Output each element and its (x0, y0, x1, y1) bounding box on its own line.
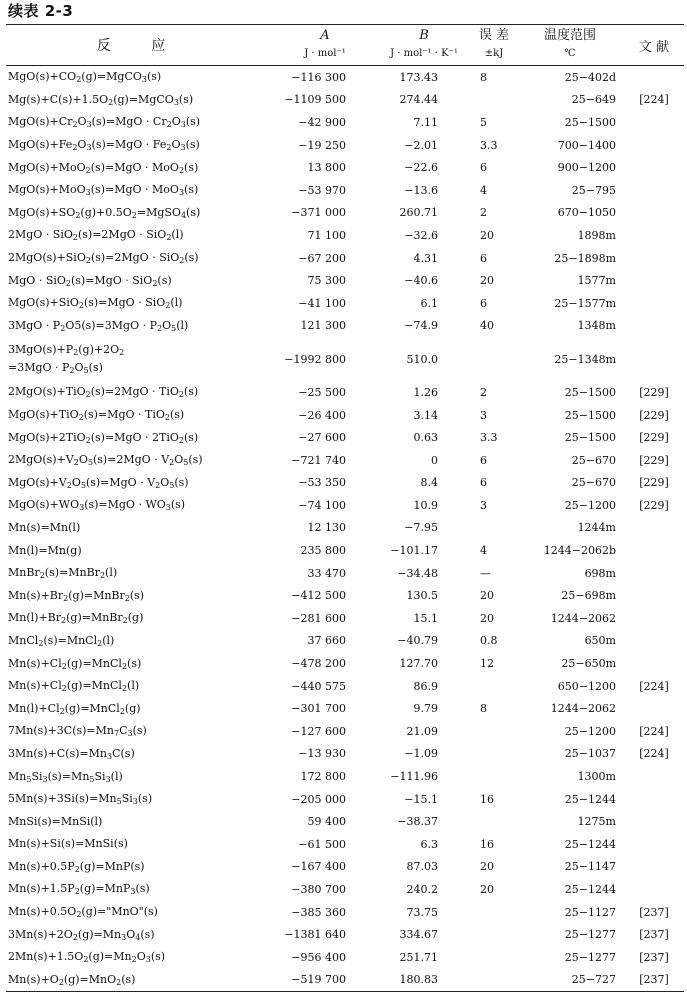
error-cell: 3.3 (480, 431, 498, 445)
b-value-cell: 6.3 (420, 837, 438, 851)
temp-range-cell: 25−1147 (564, 860, 616, 874)
b-value-cell: −2.01 (404, 138, 438, 152)
reaction-cell: $MgO(s)+SO_2(g)+0.5O_2=MgSO_4(s)$ (8, 205, 201, 220)
table-row (6, 697, 684, 720)
table-row (6, 539, 684, 562)
reference-cell: [224] (639, 747, 669, 761)
table-row (6, 472, 684, 495)
table-caption: 续表 2-3 (8, 2, 74, 20)
error-cell: 40 (480, 319, 494, 333)
reference-cell (624, 652, 684, 675)
reference-cell (624, 315, 684, 338)
a-value-cell: −205 000 (291, 792, 346, 806)
reference-cell (624, 202, 684, 225)
temp-range-cell: 900−1200 (557, 161, 616, 175)
temp-range-cell: 25−1244 (564, 882, 616, 896)
temp-range-cell: 25−1200 (564, 724, 616, 738)
temp-range-cell: 25−1277 (564, 928, 616, 942)
error-cell: 8 (480, 702, 487, 716)
reaction-cell: MgO(s)+2TiO$_2$(s)=MgO · 2TiO$_2$(s) (8, 430, 199, 445)
a-value-cell: 235 800 (300, 544, 346, 558)
reaction-cell: $7Mn(s)+3C(s)=Mn_7C_3(s)$ (8, 724, 147, 739)
header-temp-range: 温度范围 ℃ (516, 25, 624, 66)
reaction-cell: MgO(s)+SiO$_2$(s)=MgO · SiO$_2$(l) (8, 296, 183, 311)
reaction-cell: $Mn(l)+Br_2(g)=MnBr_2(g)$ (8, 611, 144, 626)
table-row (6, 946, 684, 969)
reaction-cell: $Mn(s)+0.5P_2(g)=MnP(s)$ (8, 859, 145, 874)
table-row (6, 720, 684, 743)
a-value-cell: −74 100 (298, 498, 346, 512)
reference-cell: [224] (639, 93, 669, 107)
reference-cell (624, 562, 684, 585)
reaction-cell: Mn(s)+Si(s)=MnSi(s) (8, 837, 128, 851)
temp-range-cell: 25−1348m (554, 352, 616, 366)
reaction-cell: MgO · SiO$_2$(s)=MgO · SiO$_2$(s) (8, 273, 172, 288)
b-value-cell: 510.0 (406, 352, 438, 366)
a-value-cell: −1381 640 (284, 928, 346, 942)
b-value-cell: −111.96 (390, 770, 438, 784)
reaction-cell: 2MgO(s)+TiO$_2$(s)=2MgO · TiO$_2$(s) (8, 385, 199, 400)
error-cell: 2 (480, 385, 487, 399)
reaction-cell: MgO(s)+TiO$_2$(s)=MgO · TiO$_2$(s) (8, 408, 185, 423)
temp-range-cell: 1300m (577, 770, 616, 784)
reference-cell (624, 179, 684, 202)
reference-cell (624, 134, 684, 157)
temp-range-cell: 25−1200 (564, 498, 616, 512)
a-value-cell: 12 130 (307, 521, 346, 535)
temp-range-cell: 670−1050 (557, 206, 616, 220)
temp-range-cell: 25−1500 (564, 431, 616, 445)
error-cell: 6 (480, 453, 487, 467)
a-value-cell: −478 200 (291, 657, 346, 671)
a-value-cell: −385 360 (291, 905, 346, 919)
b-value-cell: 334.67 (399, 928, 438, 942)
a-value-cell: 37 660 (307, 634, 346, 648)
reference-cell: [237] (624, 969, 684, 992)
table-row (6, 584, 684, 607)
table-row (6, 111, 684, 134)
a-value-cell: −42 900 (298, 115, 346, 129)
reference-cell (624, 292, 684, 315)
error-cell: 3.3 (480, 138, 498, 152)
temp-range-cell: 25−1500 (564, 115, 616, 129)
error-cell (472, 675, 516, 698)
reference-cell (624, 833, 684, 856)
reaction-cell: $Mn(s)+1.5P_2(g)=MnP_3(s)$ (8, 882, 150, 897)
b-value-cell: 86.9 (413, 679, 438, 693)
error-cell: 6 (480, 251, 487, 265)
temp-range-cell: 1577m (577, 274, 616, 288)
temp-range-cell: 698m (584, 566, 616, 580)
temp-range-cell: 1244−2062 (550, 611, 616, 625)
a-value-cell: −281 600 (291, 611, 346, 625)
table-row (6, 224, 684, 247)
b-value-cell: 260.71 (399, 206, 438, 220)
reaction-cell: 2MgO(s)+SiO$_2$(s)=2MgO · SiO$_2$(s) (8, 251, 199, 266)
table-row (6, 607, 684, 630)
b-value-cell: 8.4 (420, 476, 438, 490)
b-value-cell: 6.1 (420, 296, 438, 310)
table-row (6, 89, 684, 112)
reference-cell (624, 630, 684, 653)
error-cell: 20 (480, 589, 494, 603)
temp-range-cell: 1348m (577, 319, 616, 333)
table-row (6, 675, 684, 698)
reference-cell (624, 607, 684, 630)
reference-cell (624, 111, 684, 134)
reference-cell (624, 788, 684, 811)
table-row (6, 562, 684, 585)
reaction-cell: $3Mn(s)+2O_2(g)=Mn_3O_4(s)$ (8, 927, 155, 942)
error-cell (472, 810, 516, 833)
b-value-cell: −32.6 (404, 228, 438, 242)
a-value-cell: −440 575 (291, 679, 346, 693)
reference-cell: [224] (639, 679, 669, 693)
a-value-cell: 75 300 (307, 274, 346, 288)
reaction-cell: $Mn(s)+Cl_2(g)=MnCl_2(l)$ (8, 679, 140, 694)
temp-range-cell: 25−649 (571, 93, 616, 107)
b-value-cell: 251.71 (399, 950, 438, 964)
reference-cell: [229] (639, 453, 669, 467)
table-row (6, 381, 684, 404)
b-value-cell: 173.43 (399, 70, 438, 84)
error-cell (472, 969, 516, 992)
b-value-cell: 73.75 (406, 905, 438, 919)
header-reference: 文 献 (624, 25, 684, 66)
reaction-cell: $3MgO(s)+P_2(g)+2O_2$ $=3MgO \cdot P_2O_5(s)$ (8, 343, 125, 376)
b-value-cell: 127.70 (399, 657, 438, 671)
table-row (6, 901, 684, 924)
temp-range-cell: 650m (584, 634, 616, 648)
temp-range-cell: 25−1127 (564, 905, 616, 919)
temp-range-cell: 25−402d (564, 70, 616, 84)
reaction-cell: MnCl$_2$(s)=MnCl$_2$(l) (8, 633, 115, 648)
table-row (6, 426, 684, 449)
temp-range-cell: 25−1244 (564, 837, 616, 851)
table-body (6, 66, 684, 992)
b-value-cell: 180.83 (376, 969, 472, 992)
a-value-cell: −61 500 (298, 837, 346, 851)
b-value-cell: 10.9 (413, 498, 438, 512)
reaction-cell: 2MgO · SiO$_2$(s)=2MgO · SiO$_2$(l) (8, 228, 184, 243)
reference-cell (624, 584, 684, 607)
reference-cell (624, 878, 684, 901)
reference-cell: [237] (639, 905, 669, 919)
reference-cell (624, 697, 684, 720)
temp-range-cell: 1898m (577, 228, 616, 242)
a-value-cell: −116 300 (291, 70, 346, 84)
a-value-cell: −1992 800 (284, 352, 346, 366)
a-value-cell: −26 400 (298, 408, 346, 422)
error-cell (472, 923, 516, 946)
b-value-cell: 0 (431, 453, 438, 467)
reference-cell: [237] (639, 928, 669, 942)
a-value-cell: −301 700 (291, 702, 346, 716)
error-cell: 16 (480, 792, 494, 806)
b-value-cell: 9.79 (413, 702, 438, 716)
error-cell (472, 517, 516, 540)
error-cell: 20 (480, 860, 494, 874)
reaction-cell: $2MgO(s)+V_2O_5(s)=2MgO \cdot V_2O_5(s)$ (8, 453, 203, 468)
error-cell (472, 720, 516, 743)
header-b: B J · mol⁻¹ · K⁻¹ (376, 25, 472, 66)
table-row (6, 179, 684, 202)
reaction-cell: $Mn(s)+Cl_2(g)=MnCl_2(s)$ (8, 656, 142, 671)
reference-cell (624, 247, 684, 270)
a-value-cell: −53 350 (298, 476, 346, 490)
table-row (6, 134, 684, 157)
table-row (6, 810, 684, 833)
temp-range-cell: 25−1037 (564, 747, 616, 761)
b-value-cell: −34.48 (397, 566, 438, 580)
reference-cell (624, 517, 684, 540)
b-value-cell: −101.17 (390, 544, 438, 558)
table-row (6, 494, 684, 517)
a-value-cell: −13 930 (298, 747, 346, 761)
error-cell: 3 (480, 408, 487, 422)
reaction-cell: $3Mn(s)+C(s)=Mn_3C(s)$ (8, 746, 135, 761)
reaction-cell: $Mg(s)+C(s)+1.5O_2(g)=MgCO_3(s)$ (8, 92, 194, 107)
table-row (6, 404, 684, 427)
a-value-cell: 59 400 (307, 815, 346, 829)
table-row (6, 878, 684, 901)
a-value-cell: −25 500 (298, 385, 346, 399)
b-value-cell: 0.63 (413, 431, 438, 445)
thermodynamic-data-table (6, 24, 684, 992)
error-cell: 6 (480, 161, 487, 175)
error-cell (472, 765, 516, 788)
table-row (6, 765, 684, 788)
error-cell: 20 (480, 274, 494, 288)
reference-cell: [224] (639, 724, 669, 738)
reference-cell: [229] (639, 408, 669, 422)
temp-range-cell: 25−1277 (564, 950, 616, 964)
reaction-cell: $MgO(s)+CO_2(g)=MgCO_3(s)$ (8, 70, 162, 85)
reaction-cell: MgO(s)+MoO$_3$(s)=MgO · MoO$_3$(s) (8, 183, 199, 198)
reference-cell (624, 156, 684, 179)
b-value-cell: 240.2 (406, 882, 438, 896)
error-cell (472, 89, 516, 112)
reference-cell (624, 765, 684, 788)
a-value-cell: 33 470 (307, 566, 346, 580)
table-row (6, 202, 684, 225)
table-row (6, 517, 684, 540)
a-value-cell: 121 300 (300, 319, 346, 333)
header-error: 误 差 ±kJ (472, 25, 516, 66)
table-row (6, 652, 684, 675)
error-cell: 6 (480, 296, 487, 310)
table-row (6, 269, 684, 292)
reaction-cell: $3MgO \cdot P_2O5(s)=3MgO \cdot P_2O_5(l)$ (8, 318, 189, 333)
error-cell: 8 (480, 70, 487, 84)
temp-range-cell: 25−795 (571, 183, 616, 197)
header-row (6, 25, 684, 66)
reaction-cell: $Mn(s)+O_2(g)=MnO_2(s)$ (6, 969, 274, 992)
reference-cell (624, 539, 684, 562)
error-cell: 4 (480, 183, 487, 197)
temp-range-cell: 1244−2062 (550, 702, 616, 716)
reference-cell: [229] (639, 476, 669, 490)
table-row (6, 923, 684, 946)
b-value-cell: 4.31 (413, 251, 438, 265)
temp-range-cell: 650−1200 (557, 679, 616, 693)
b-value-cell: 21.09 (406, 724, 438, 738)
a-value-cell: −167 400 (291, 860, 346, 874)
error-cell (472, 901, 516, 924)
reaction-cell: Mn(l)=Mn(g) (8, 543, 82, 557)
error-cell: 12 (480, 657, 494, 671)
reaction-cell: $Mn(l)+Cl_2(g)=MnCl_2(g)$ (8, 701, 141, 716)
header-reaction: 反 应 (6, 25, 274, 66)
reaction-cell: $Mn(s)+Br_2(g)=MnBr_2(s)$ (8, 588, 145, 603)
error-cell: — (480, 566, 491, 580)
table-row (6, 788, 684, 811)
b-value-cell: −15.1 (404, 792, 438, 806)
a-value-cell: 71 100 (307, 228, 346, 242)
table-row (6, 292, 684, 315)
temp-range-cell: 25−1898m (554, 251, 616, 265)
table-row (6, 247, 684, 270)
error-cell (472, 743, 516, 766)
table-row (6, 630, 684, 653)
a-value-cell: 13 800 (307, 161, 346, 175)
b-value-cell: 7.11 (413, 115, 438, 129)
reference-cell (624, 269, 684, 292)
table-row (6, 315, 684, 338)
a-value-cell: −412 500 (291, 589, 346, 603)
table-row (6, 449, 684, 472)
reaction-cell: Mn(s)=Mn(l) (8, 520, 81, 534)
a-value-cell: −67 200 (298, 251, 346, 265)
temp-range-cell: 25−1500 (564, 385, 616, 399)
table-row (6, 743, 684, 766)
reaction-cell: MnSi(s)=MnSi(l) (8, 814, 103, 828)
reference-cell: [229] (639, 385, 669, 399)
temp-range-cell: 25−1577m (554, 296, 616, 310)
reaction-cell: MnBr$_2$(s)=MnBr$_2$(l) (8, 566, 118, 581)
b-value-cell: −40.6 (404, 274, 438, 288)
b-value-cell: 130.5 (406, 589, 438, 603)
a-value-cell: −19 250 (298, 138, 346, 152)
table-row (6, 156, 684, 179)
error-cell (472, 946, 516, 969)
a-value-cell: −380 700 (291, 882, 346, 896)
temp-range-cell: 25−670 (571, 476, 616, 490)
reaction-cell: $MgO(s)+WO_3(s)=MgO \cdot WO_3(s)$ (8, 498, 186, 513)
reference-cell: [229] (639, 431, 669, 445)
temp-range-cell: 25−1244 (564, 792, 616, 806)
error-cell: 20 (480, 882, 494, 896)
table-row (6, 856, 684, 879)
error-cell: 4 (480, 544, 487, 558)
reaction-cell: $Mn(s)+0.5O_2(g)="MnO"(s)$ (8, 905, 158, 920)
error-cell: 0.8 (480, 634, 498, 648)
reaction-cell: $MgO(s)+Fe_2O_3(s)=MgO \cdot Fe_2O_3(s)$ (8, 138, 200, 153)
a-value-cell: −27 600 (298, 431, 346, 445)
b-value-cell: 274.44 (399, 93, 438, 107)
reaction-cell: $MgO(s)+Cr_2O_3(s)=MgO \cdot Cr_2O_3(s)$ (8, 115, 201, 130)
b-value-cell: 3.14 (413, 408, 438, 422)
reference-cell: [229] (639, 498, 669, 512)
b-value-cell: 87.03 (406, 860, 438, 874)
b-value-cell: −38.37 (397, 815, 438, 829)
b-value-cell: −40.79 (397, 634, 438, 648)
a-value-cell: −127 600 (291, 724, 346, 738)
header-a: A J · mol⁻¹ (274, 25, 376, 66)
temp-range-cell: 25−1500 (564, 408, 616, 422)
a-value-cell: −53 970 (298, 183, 346, 197)
a-value-cell: −371 000 (291, 206, 346, 220)
table-row (6, 337, 684, 381)
table-row (6, 66, 684, 89)
b-value-cell: −7.95 (404, 521, 438, 535)
error-cell: 20 (480, 228, 494, 242)
b-value-cell: −1.09 (404, 747, 438, 761)
error-cell: 2 (480, 206, 487, 220)
error-cell: 6 (480, 476, 487, 490)
reference-cell: [237] (639, 950, 669, 964)
a-value-cell: −721 740 (291, 453, 346, 467)
reference-cell (624, 337, 684, 381)
b-value-cell: 15.1 (413, 611, 438, 625)
reaction-cell: $2Mn(s)+1.5O_2(g)=Mn_2O_3(s)$ (8, 950, 166, 965)
error-cell: 3 (480, 498, 487, 512)
temp-range-cell: 1244m (577, 521, 616, 535)
temp-range-cell: 25−650m (561, 657, 616, 671)
error-cell: 16 (480, 837, 494, 851)
a-value-cell: −956 400 (291, 950, 346, 964)
a-value-cell: −1109 500 (284, 93, 346, 107)
a-value-cell: −519 700 (274, 969, 376, 992)
reaction-cell: $5Mn(s)+3Si(s)=Mn_5Si_3(s)$ (8, 792, 153, 807)
temp-range-cell: 700−1400 (557, 138, 616, 152)
a-value-cell: 172 800 (300, 770, 346, 784)
error-cell: 5 (480, 115, 487, 129)
b-value-cell: −13.6 (404, 183, 438, 197)
temp-range-cell: 1244−2062b (543, 544, 616, 558)
reference-cell (624, 66, 684, 89)
temp-range-cell: 25−670 (571, 453, 616, 467)
reference-cell (624, 856, 684, 879)
table-row (6, 833, 684, 856)
b-value-cell: −74.9 (404, 319, 438, 333)
reaction-cell: $Mn_5Si_3(s)=Mn_5Si_3(l)$ (8, 769, 123, 784)
reaction-cell: MgO(s)+MoO$_2$(s)=MgO · MoO$_2$(s) (8, 160, 199, 175)
reference-cell (624, 224, 684, 247)
temp-range-cell: 25−698m (561, 589, 616, 603)
temp-range-cell: 25−727 (516, 969, 624, 992)
reference-cell (624, 810, 684, 833)
temp-range-cell: 1275m (577, 815, 616, 829)
reaction-cell: $MgO(s)+V_2O_5(s)=MgO \cdot V_2O_5(s)$ (8, 475, 189, 490)
error-cell (472, 337, 516, 381)
error-cell: 20 (480, 611, 494, 625)
b-value-cell: 1.26 (413, 385, 438, 399)
table-row (6, 969, 684, 992)
a-value-cell: −41 100 (298, 296, 346, 310)
b-value-cell: −22.6 (404, 161, 438, 175)
